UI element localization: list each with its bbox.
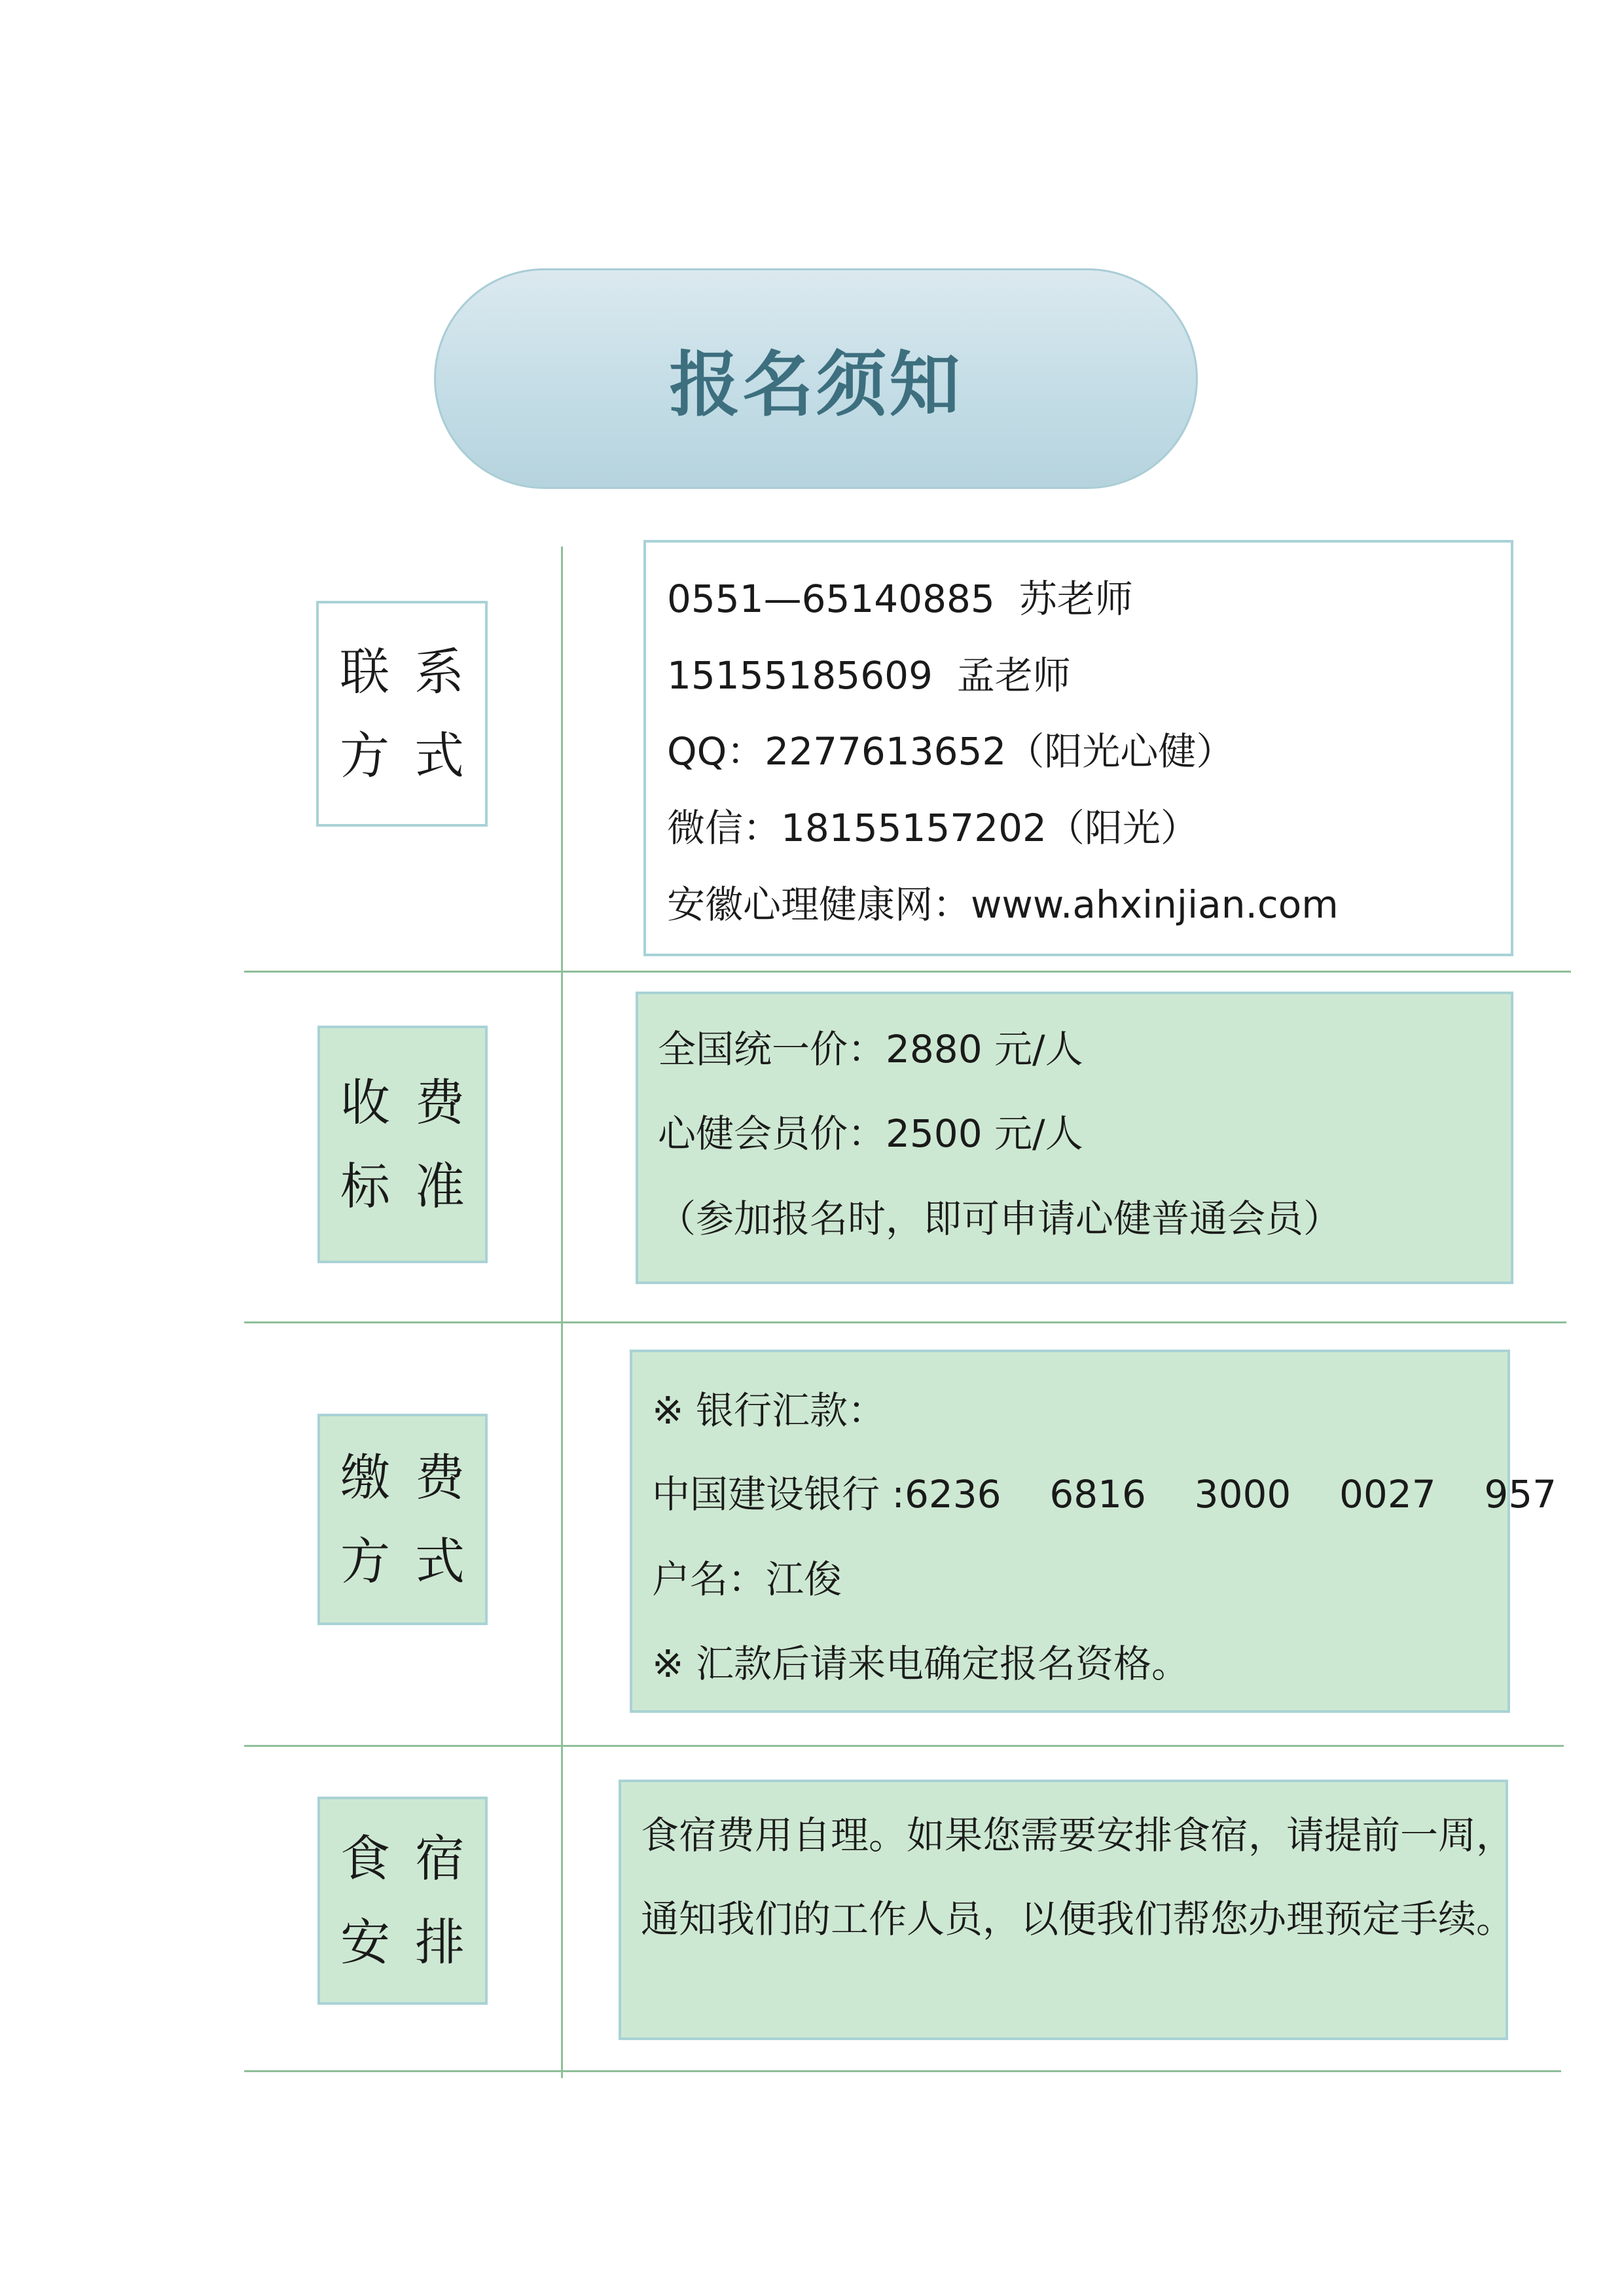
row-divider-4 [244,2070,1561,2072]
label-line: 标准 [340,1157,490,1215]
row-divider-3 [244,1745,1564,1747]
label-line: 方式 [340,726,489,785]
label-line: 方式 [340,1532,490,1590]
contact-phone-1: 0551—65140885 苏老师 [667,577,1133,621]
label-line: 缴费 [340,1448,490,1507]
fee-member: 心健会员价：2500 元/人 [658,1111,1083,1156]
lodging-line-1: 食宿费用自理。如果您需要安排食宿，请提前一周， [641,1813,1515,1857]
contact-website: 安徽心理健康网：www.ahxinjian.com [667,882,1339,927]
contact-wechat: 微信：18155157202（阳光） [667,806,1199,850]
label-payment [317,1414,488,1625]
fee-note: （参加报名时，即可申请心健普通会员） [658,1196,1342,1241]
payment-method: ※ 银行汇款： [652,1388,886,1433]
label-line: 食宿 [340,1829,490,1888]
label-fees [317,1026,488,1263]
title-banner [434,268,1198,489]
contact-phone-2: 15155185609 孟老师 [667,653,1071,698]
row-divider-1 [244,971,1571,973]
label-line: 收费 [340,1073,490,1132]
row-divider-2 [244,1321,1566,1323]
contact-qq: QQ：2277613652（阳光心健） [667,729,1235,774]
fee-standard: 全国统一价：2880 元/人 [658,1027,1083,1071]
lodging-line-2: 通知我们的工作人员，以便我们帮您办理预定手续。 [641,1897,1515,1941]
lodging-box [619,1780,1515,2040]
account-name: 户名：江俊 [652,1557,842,1602]
contact-box [643,540,1513,956]
bank-account: 中国建设银行 :6236 6816 3000 0027 957 [652,1472,1557,1516]
label-line: 安排 [340,1913,490,1971]
column-divider [561,547,563,2078]
payment-box [630,1350,1557,1713]
page-title: 报名须知 [669,344,963,426]
label-line: 联系 [340,642,489,701]
payment-note: ※ 汇款后请来电确定报名资格。 [652,1641,1190,1686]
label-contact [316,601,488,827]
label-lodging [317,1797,488,2005]
fees-box [636,992,1513,1284]
